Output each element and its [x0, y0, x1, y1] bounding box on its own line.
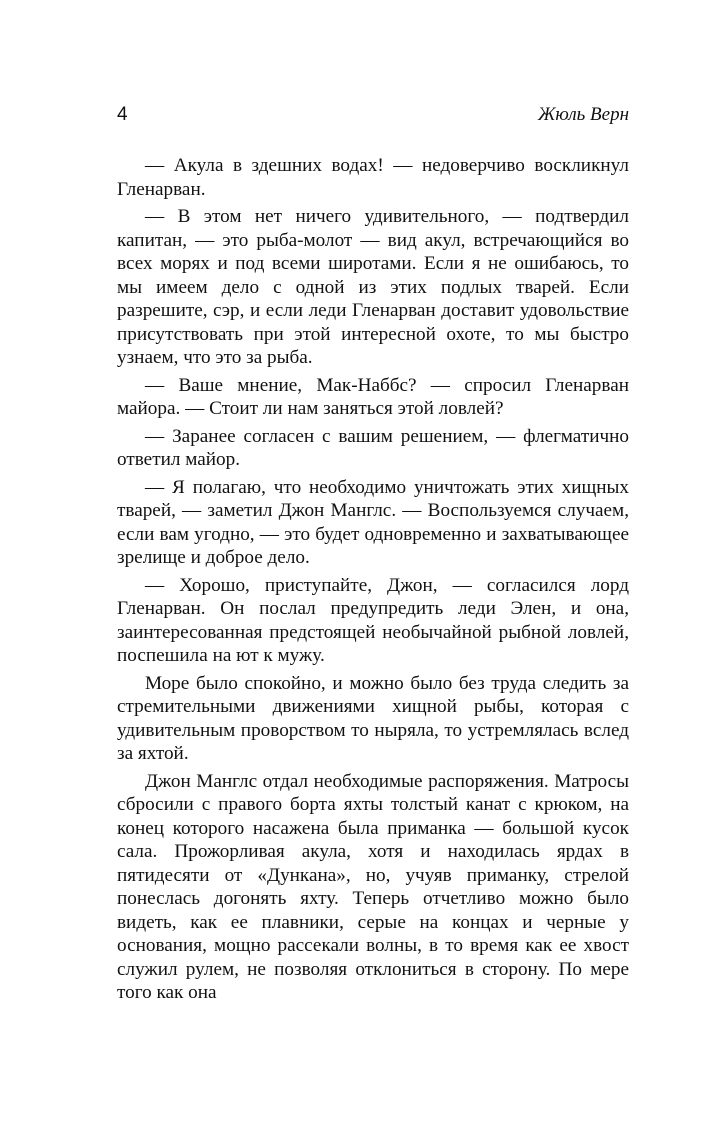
body-text: [117, 154, 629, 1005]
paragraph: — Я полагаю, что необходимо уничтожать этих хищных тварей, — заметил Джон Манглс. — Воспользуемся случаем, если вам угодно, — это будет одновременно и захватывающее зрелище и доброе дело.: [117, 476, 629, 568]
paragraph: — Заранее согласен с вашим решением, — флегматично ответил майор.: [117, 425, 629, 470]
running-head-author: Жюль Верн: [538, 104, 629, 125]
paragraph: — В этом нет ничего удивительного, — подтвердил капитан, — это рыба-молот — вид акул, встречающийся во всех морях и под всеми широтами. Если я не ошибаюсь, то мы имеем дело с одной из этих подлых тварей. Если разрешите, сэр, и если леди Гленарван доставит удовольствие присутствовать при этой интересной охоте, то мы быстро узнаем, что это за рыба.: [117, 206, 629, 368]
page-header: [117, 100, 629, 130]
book-page: [117, 100, 629, 1005]
paragraph: Море было спокойно, и можно было без труда следить за стремительными движениями хищной рыбы, которая с удивительным проворством то ныряла, то устремлялась вслед за яхтой.: [117, 672, 629, 764]
paragraph: Джон Манглс отдал необходимые распоряжения. Матросы сбросили с правого борта яхты толстый канат с крюком, на конец которого насажена была приманка — большой кусок сала. Прожорливая акула, хотя и находилась ярдах в пятидесяти от «Дункана», но, учуяв приманку, стрелой понеслась догонять яхту. Теперь отчетливо можно было видеть, как ее плавники, серые на концах и черные у основания, мощно рассекали волны, в то время как ее хвост служил рулем, не позволяя отклониться в сторону. По мере того как она: [117, 770, 629, 1003]
page-number: 4: [117, 104, 128, 125]
paragraph: — Акула в здешних водах! — недоверчиво воскликнул Гленарван.: [117, 155, 629, 200]
paragraph: — Хорошо, приступайте, Джон, — согласился лорд Гленарван. Он послал предупредить леди Элен, и она, заинтересованная предстоящей необычайной рыбной ловлей, поспешила на ют к мужу.: [117, 574, 629, 666]
paragraph: — Ваше мнение, Мак-Наббс? — спросил Гленарван майора. — Стоит ли нам заняться этой ловлей?: [117, 374, 629, 419]
